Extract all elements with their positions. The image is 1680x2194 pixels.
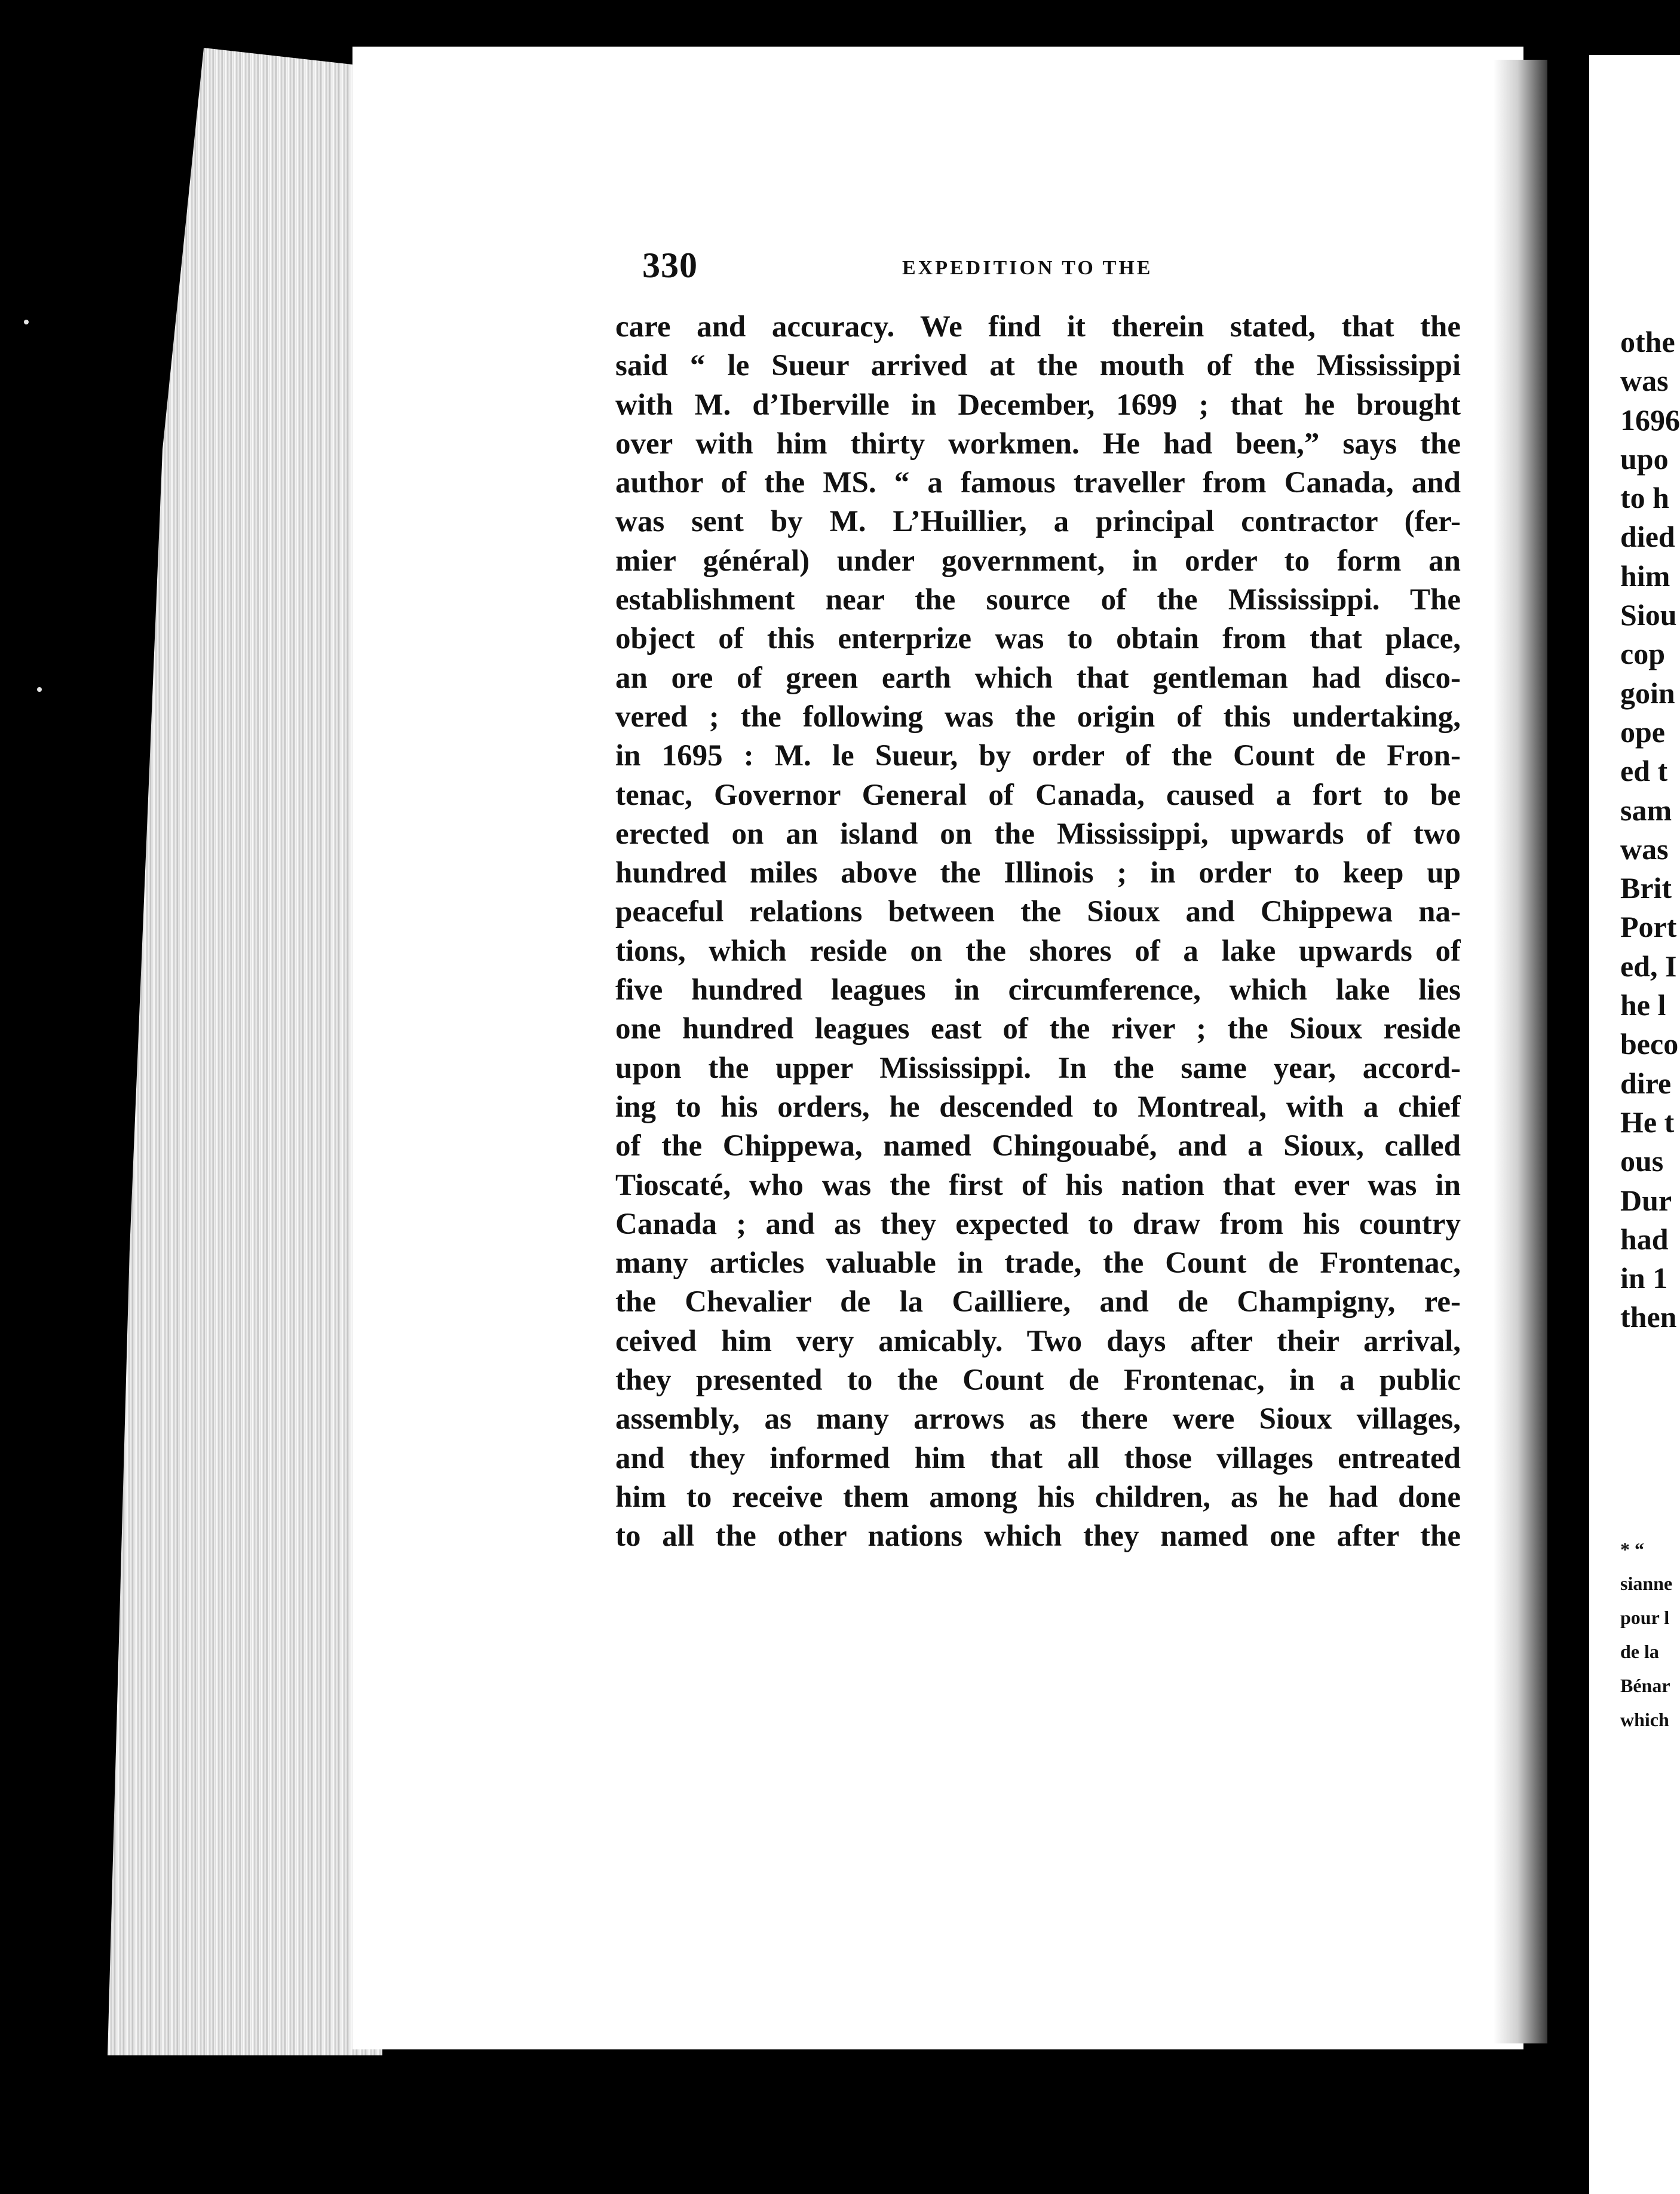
facing-page-line: to h: [1620, 481, 1669, 515]
text-line: ceived him very amicably. Two days after their arrival,: [615, 1324, 1461, 1358]
running-head: [642, 245, 1246, 287]
gutter-shadow: [1494, 60, 1547, 2043]
text-line: of the Chippewa, named Chingouabé, and a Sioux, called: [615, 1129, 1461, 1163]
text-line: and they informed him that all those villages entreated: [615, 1441, 1461, 1475]
text-line: with M. d’Iberville in December, 1699 ; that he brought: [615, 388, 1461, 422]
text-line: peaceful relations between the Sioux and Chippewa na-: [615, 895, 1461, 929]
facing-page-line: Dur: [1620, 1183, 1672, 1217]
text-line: an ore of green earth which that gentleman had disco-: [615, 661, 1461, 695]
facing-page-text: [1620, 323, 1680, 1337]
text-line: hundred miles above the Illinois ; in order to keep up: [615, 856, 1461, 890]
facing-page-line: He t: [1620, 1105, 1675, 1139]
text-line: object of this enterprize was to obtain from that place,: [615, 622, 1461, 656]
facing-page-line: sam: [1620, 793, 1672, 827]
facing-page-line: 1696: [1620, 403, 1680, 437]
facing-page-line: upo: [1620, 442, 1669, 476]
text-line: the Chevalier de la Cailliere, and de Champigny, re-: [615, 1285, 1461, 1319]
facing-page-line: he l: [1620, 988, 1666, 1022]
running-head-title: EXPEDITION TO THE: [902, 257, 1153, 279]
text-line: author of the MS. “ a famous traveller from Canada, and: [615, 466, 1461, 500]
facing-page-line: cop: [1620, 637, 1665, 671]
facing-page-footnote-line: sianne: [1620, 1573, 1673, 1594]
text-line: Tioscaté, who was the first of his nation that ever was in: [615, 1168, 1461, 1202]
text-line: many articles valuable in trade, the Count de Frontenac,: [615, 1246, 1461, 1280]
text-line: him to receive them among his children, as he had done: [615, 1480, 1461, 1514]
text-line: mier général) under government, in order to form an: [615, 544, 1461, 578]
facing-page-footnote-line: Bénar: [1620, 1675, 1670, 1696]
text-line: was sent by M. L’Huillier, a principal contractor (fer-: [615, 505, 1461, 539]
scan-speck: [37, 687, 42, 692]
text-line: said “ le Sueur arrived at the mouth of the Mississippi: [615, 349, 1461, 383]
facing-page-line: goin: [1620, 676, 1675, 710]
facing-page-footnote-line: which: [1620, 1709, 1669, 1730]
facing-page-line: had: [1620, 1222, 1669, 1256]
text-line: in 1695 : M. le Sueur, by order of the Count de Fron-: [615, 739, 1461, 773]
facing-page-line: him: [1620, 559, 1670, 593]
text-line: tenac, Governor General of Canada, caused a fort to be: [615, 778, 1461, 812]
facing-page-line: then: [1620, 1300, 1677, 1334]
text-line: tions, which reside on the shores of a lake upwards of: [615, 934, 1461, 968]
text-line: upon the upper Mississippi. In the same year, accord-: [615, 1051, 1461, 1085]
book-page-edges: [108, 48, 382, 2055]
text-line: one hundred leagues east of the river ; the Sioux reside: [615, 1012, 1461, 1046]
text-line: five hundred leagues in circumference, which lake lies: [615, 973, 1461, 1007]
facing-page-line: dire: [1620, 1066, 1672, 1100]
facing-page-line: Port: [1620, 910, 1677, 944]
text-line: they presented to the Count de Frontenac, in a public: [615, 1363, 1461, 1398]
facing-page-line: Brit: [1620, 871, 1672, 905]
facing-page-footnote-line: pour l: [1620, 1607, 1670, 1628]
facing-page-line: in 1: [1620, 1261, 1668, 1295]
facing-page-line: Siou: [1620, 598, 1677, 632]
text-line: to all the other nations which they named one after the: [615, 1519, 1461, 1553]
facing-page-line: ope: [1620, 715, 1665, 749]
text-line: establishment near the source of the Mississippi. The: [615, 583, 1461, 617]
facing-page-line: beco: [1620, 1027, 1679, 1061]
facing-page-line: was: [1620, 364, 1669, 398]
text-line: assembly, as many arrows as there were Sioux villages,: [615, 1402, 1461, 1436]
text-line: erected on an island on the Mississippi, upwards of two: [615, 817, 1461, 851]
facing-page-line: ed t: [1620, 754, 1668, 788]
text-line: ing to his orders, he descended to Montreal, with a chief: [615, 1090, 1461, 1124]
scan-speck: [24, 320, 29, 324]
facing-page-line: died: [1620, 520, 1675, 554]
facing-page-line: was: [1620, 832, 1669, 866]
facing-page-footnote: [1620, 1533, 1680, 1737]
facing-page-line: othe: [1620, 325, 1675, 358]
facing-page-line: ous: [1620, 1144, 1664, 1178]
page-number: 330: [642, 246, 698, 285]
facing-page-footnote-line: de la: [1620, 1641, 1659, 1662]
text-line: over with him thirty workmen. He had been,” says the: [615, 427, 1461, 461]
text-line: Canada ; and as they expected to draw from his country: [615, 1207, 1461, 1241]
facing-page-footnote-line: * “: [1620, 1539, 1644, 1560]
facing-page-line: ed, I: [1620, 949, 1677, 983]
text-line: vered ; the following was the origin of this undertaking,: [615, 700, 1461, 734]
text-line: care and accuracy. We find it therein stated, that the: [615, 310, 1461, 344]
body-text: [615, 308, 1461, 1556]
